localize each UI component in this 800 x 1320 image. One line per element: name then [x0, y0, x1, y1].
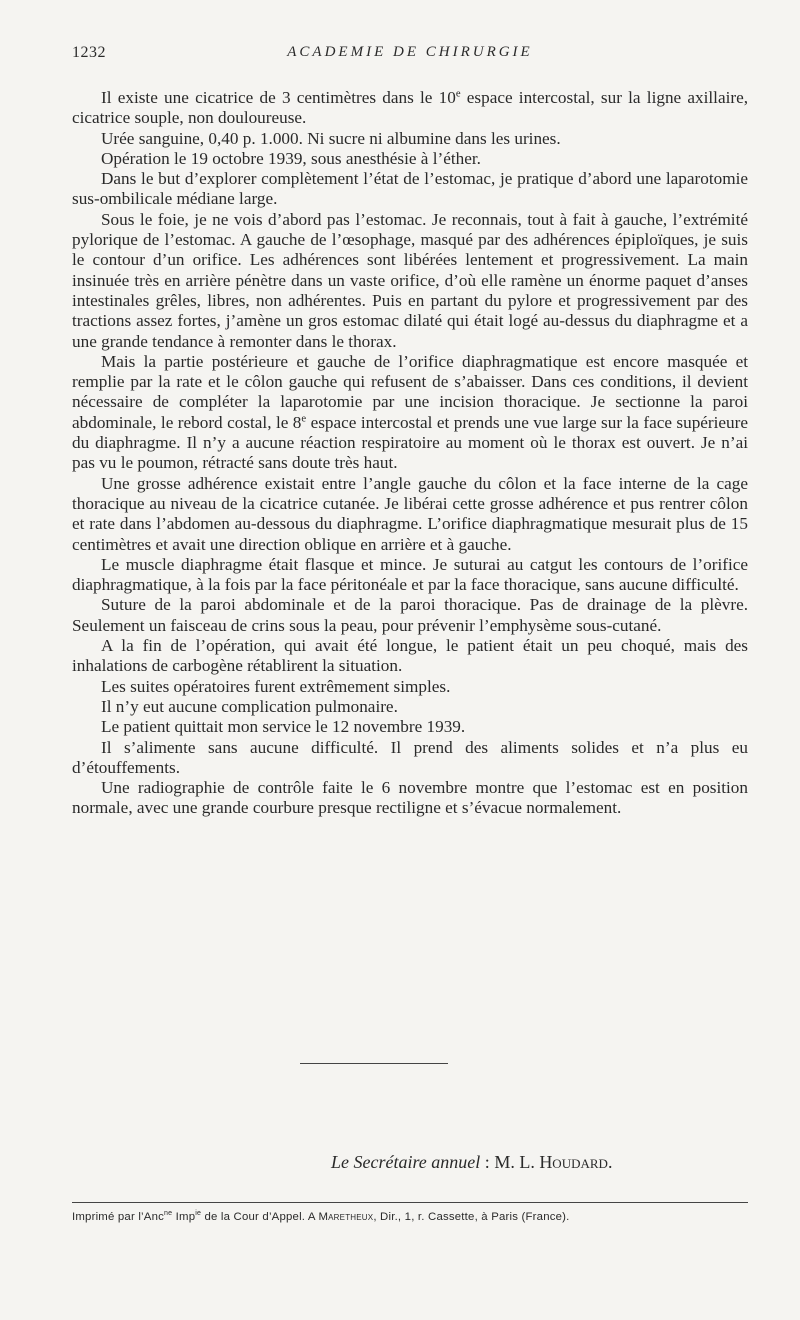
paragraph: Urée sanguine, 0,40 p. 1.000. Ni sucre ni albumine dans les urines.	[101, 128, 561, 148]
paragraph: A la fin de l’opération, qui avait été longue, le patient était un peu choqué, mais des inhalations de carbogène rétablirent la situation.	[72, 636, 748, 676]
page-header	[72, 44, 748, 64]
printer-imprint: Imprimé par l’Anc$^{ne}$ Imp$^{ie}$ de la Cour d’Appel. A Maretheux, Dir., 1, r. Cassette, à Paris (France).	[72, 1210, 570, 1223]
running-head: ACADEMIE DE CHIRURGIE	[287, 44, 533, 60]
paragraph: Suture de la paroi abdominale et de la paroi thoracique. Pas de drainage de la plèvre. Seulement un faisceau de crins sous la peau, pour prévenir l’emphysème sous-cutané.	[72, 595, 748, 635]
paragraph: Les suites opératoires furent extrêmement simples.	[101, 676, 451, 696]
signature-role: Le Secrétaire annuel	[331, 1152, 481, 1172]
signature-line: Le Secrétaire annuel : M. L. Houdard.	[331, 1152, 613, 1172]
paragraph: Mais la partie postérieure et gauche de l’orifice diaphragmatique est encore masquée et remplie par la rate et le côlon gauche qui refusent de s’abaisser. Dans ces conditions, il devient nécessaire de compléter la laparotomie par une incision thoracique. Je sectionne la paroi abdominale, le rebord costal, le 8e espace intercostal et prends une vue large sur la face supérieure du diaphragme. Il n’y a aucune réaction respiratoire au moment où le thorax est ouvert. Je n’ai pas vu le poumon, rétracté sans doute très haut.	[72, 351, 748, 473]
paragraph: Il existe une cicatrice de 3 centimètres dans le 10e espace intercostal, sur la ligne axillaire, cicatrice souple, non douloureuse.	[72, 88, 748, 128]
article-body	[72, 88, 748, 819]
paragraph: Il n’y eut aucune complication pulmonaire.	[101, 696, 398, 716]
paragraph: Il s’alimente sans aucune difficulté. Il prend des aliments solides et n’a plus eu d’étouffements.	[72, 737, 748, 777]
paragraph: Opération le 19 octobre 1939, sous anesthésie à l’éther.	[101, 148, 481, 168]
paragraph: Sous le foie, je ne vois d’abord pas l’estomac. Je reconnais, tout à fait à gauche, l’extrémité pylorique de l’estomac. A gauche de l’œsophage, masqué par des adhérences épiploïques, je suis le contour d’un orifice. Les adhérences sont libérées lentement et progressivement. La main insinuée très en arrière pénètre dans un vaste orifice, d’où elle ramène un énorme paquet d’anses intestinales grêles, libres, non adhérentes. Puis en partant du pylore et progressivement par des tractions assez fortes, j’amène un gros estomac dilaté qui était logé au-dessus du diaphragme et a une grande tendance à remonter dans le thorax.	[72, 209, 748, 351]
printer-name: Maretheux	[318, 1211, 374, 1223]
paragraph: Le patient quittait mon service le 12 novembre 1939.	[101, 717, 466, 737]
footer-rule	[72, 1202, 748, 1203]
page-number: 1232	[72, 44, 106, 61]
paragraph: Le muscle diaphragme était flasque et mince. Je suturai au catgut les contours de l’orifice diaphragmatique, à la fois par la face péritonéale et par la face thoracique, sans aucune difficulté.	[72, 554, 748, 595]
ordinal-superscript: e	[301, 413, 307, 425]
ordinal-superscript: e	[455, 88, 461, 100]
paragraph: Une radiographie de contrôle faite le 6 novembre montre que l’estomac est en position normale, avec une grande courbure presque rectiligne et s’évacue normalement.	[72, 778, 748, 818]
section-divider	[300, 1063, 448, 1064]
signature-surname: Houdard	[539, 1152, 608, 1172]
paragraph: Dans le but d’explorer complètement l’état de l’estomac, je pratique d’abord une laparotomie sus-ombilicale médiane large.	[72, 169, 748, 209]
paragraph: Une grosse adhérence existait entre l’angle gauche du côlon et la face interne de la cage thoracique au niveau de la cicatrice cutanée. Je libérai cette grosse adhérence et pus rentrer côlon et rate dans l’abdomen au-dessous du diaphragme. L’orifice diaphragmatique mesurait plus de 15 centimètres et avait une direction oblique en arrière et à gauche.	[72, 473, 748, 554]
signature-name-prefix: M. L.	[494, 1152, 540, 1172]
